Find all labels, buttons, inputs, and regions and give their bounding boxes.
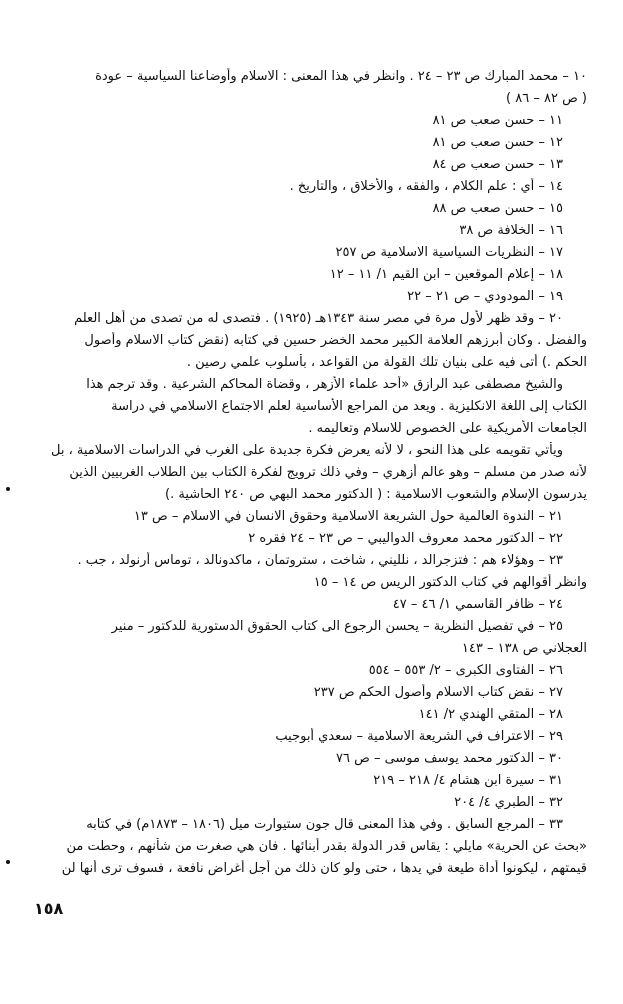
note-line: ٢٨ – المتقي الهندي ٢/ ١٤١	[418, 707, 563, 722]
note-line: ١٥ – حسن صعب ص ٨٨	[432, 201, 563, 216]
note-line: قيمتهم ، ليكونوا أداة طيعة في يدها ، حتى ولو كان ذلك من أجل أغراض نافعة ، فسوف ترى أنها لن	[61, 861, 587, 876]
note-line: ٢٣ – وهؤلاء هم : فتزجرالد ، نلليني ، شاخت ، ستروتمان ، ماكدونالد ، توماس أرنولد ، جب .	[77, 553, 563, 568]
note-line: ٢٦ – الفتاوى الكبرى – ٢/ ٥٥٣ – ٥٥٤	[368, 663, 563, 678]
note-line: الجامعات الأمريكية على الخصوص للاسلام وتعاليمه .	[308, 421, 587, 436]
note-line: «بحث عن الحرية» مايلي : يقاس قدر الدولة بقدر أبنائها . فان هي صغرت من شأنهم ، وحطت من	[66, 839, 587, 854]
note-line: والفضل . وكان أبرزهم العلامة الكبير محمد الخضر حسين في كتابه (نقض كتاب الاسلام وأصول	[84, 333, 587, 348]
note-line: العجلاني ص ١٣٨ – ١٤٣	[461, 641, 587, 656]
note-line: ٢٩ – الاعتراف في الشريعة الاسلامية – سعدي أبوجيب	[275, 729, 563, 744]
margin-dot-mark	[6, 860, 10, 864]
note-line: والشيخ مصطفى عبد الرازق «أحد علماء الأزهر ، وقضاة المحاكم الشرعية . وقد ترجم هذا	[86, 377, 563, 392]
note-line: ٢٧ – نقض كتاب الاسلام وأصول الحكم ص ٢٣٧	[313, 685, 563, 700]
note-line: الحكم .) أتى فيه على بنيان تلك القولة من القواعد ، بأسلوب علمي رصين .	[186, 355, 587, 370]
note-line: ٢٢ – الدكتور محمد معروف الدواليبي – ص ٢٣ – ٢٤ فقره ٢	[248, 531, 563, 546]
note-line: ٣٢ – الطبري ٤/ ٢٠٤	[454, 795, 563, 810]
note-line: ويأتي تقويمه على هذا النحو ، لا لأنه يعرض فكرة جديدة على الغرب في الدراسات الاسلامية ، بل	[50, 443, 563, 458]
note-line: ٣٠ – الدكتور محمد يوسف موسى – ص ٧٦	[336, 751, 563, 766]
page-number: ١٥٨	[34, 899, 64, 918]
note-line: ١٢ – حسن صعب ص ٨١	[432, 135, 563, 150]
note-line: وانظر أقوالهم في كتاب الدكتور الريس ص ١٤ – ١٥	[313, 575, 587, 590]
note-line: ١٠ – محمد المبارك ص ٢٣ – ٢٤ . وانظر في هذا المعنى : الاسلام وأوضاعنا السياسية – عودة	[95, 69, 587, 84]
note-line: الكتاب إلى اللغة الانكليزية . ويعد من المراجع الأساسية لعلم الاجتماع الاسلامي في دراسة	[111, 399, 587, 414]
note-line: ١٣ – حسن صعب ص ٨٤	[432, 157, 563, 172]
note-line: ٣١ – سيرة ابن هشام ٤/ ٢١٨ – ٢١٩	[373, 773, 563, 788]
margin-dot-mark	[6, 487, 10, 491]
note-line: ١٦ – الخلافة ص ٣٨	[459, 223, 563, 238]
note-line: ٢٥ – في تفصيل النظرية – يحسن الرجوع الى كتاب الحقوق الدستورية للدكتور – منير	[111, 619, 563, 634]
note-line: ١١ – حسن صعب ص ٨١	[432, 113, 563, 128]
note-line: يدرسون الإسلام والشعوب الاسلامية : ( الدكتور محمد البهي ص ٢٤٠ الحاشية .)	[165, 487, 587, 502]
footnotes-block	[34, 68, 587, 882]
note-line: ١٤ – أي : علم الكلام ، والفقه ، والأخلاق ، والتاريخ .	[289, 179, 563, 194]
note-line: ١٧ – النظريات السياسية الاسلامية ص ٢٥٧	[335, 245, 563, 260]
note-line: لأنه صدر من مسلم – وهو عالم أزهري – وفي ذلك ترويج لفكرة الكتاب بين الطلاب الغربيين الذين	[69, 465, 587, 480]
note-line: ( ص ٨٢ – ٨٦ )	[506, 91, 587, 106]
note-line: ١٨ – إعلام الموقعين – ابن القيم ١/ ١١ – ١٢	[329, 267, 563, 282]
note-line: ٣٣ – المرجع السابق . وفي هذا المعنى قال جون ستيوارت ميل (١٨٠٦ – ١٨٧٣م) في كتابه	[86, 817, 563, 832]
note-line: ١٩ – المودودي – ص ٢١ – ٢٢	[407, 289, 563, 304]
note-line: ٢١ – الندوة العالمية حول الشريعة الاسلامية وحقوق الانسان في الاسلام – ص ١٣	[133, 509, 563, 524]
note-line: ٢٠ – وقد ظهر لأول مرة في مصر سنة ١٣٤٣هـ (١٩٢٥) . فتصدى له من تصدى من أهل العلم	[74, 311, 563, 326]
note-line: ٢٤ – ظافر القاسمي ١/ ٤٦ – ٤٧	[392, 597, 563, 612]
